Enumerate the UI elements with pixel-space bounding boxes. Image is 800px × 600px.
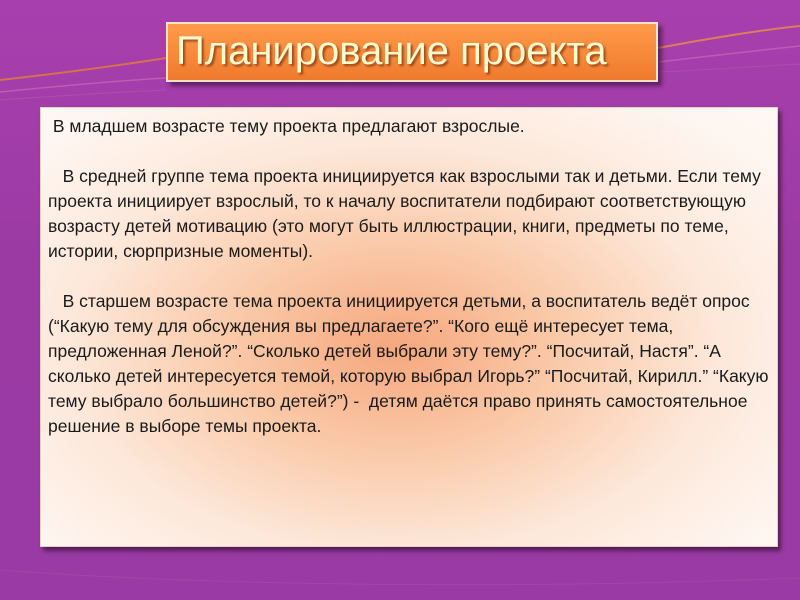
content-box	[40, 107, 778, 547]
paragraph-middle: В средней группе тема проекта инициируется как взрослыми так и детьми. Если тему проекта инициирует взрослый, то к началу воспитатели подбирают соответствующую возрасту детей мотивацию (это могут быть иллюстрации, книги, предметы по теме, истории, сюрпризные моменты).	[48, 166, 766, 261]
title-box	[166, 22, 658, 82]
paragraph-senior: В старшем возрасте тема проекта инициируется детьми, а воспитатель ведёт опрос (“Какую тему для обсуждения вы предлагаете?”. “Кого ещё интересует тема, предложенная Леной?”. “Сколько детей выбрали эту тему?”. “Посчитай, Настя”. “А сколько детей интересуется темой, которую выбрал Игорь?” “Посчитай, Кирилл.” “Какую тему выбрало большинство детей?”) - детям даётся право принять самостоятельное решение в выборе темы проекта.	[48, 291, 774, 436]
slide-title: Планирование проекта	[176, 29, 607, 73]
content-text	[48, 114, 772, 439]
paragraph-junior: В младшем возрасте тему проекта предлагают взрослые.	[48, 116, 525, 136]
